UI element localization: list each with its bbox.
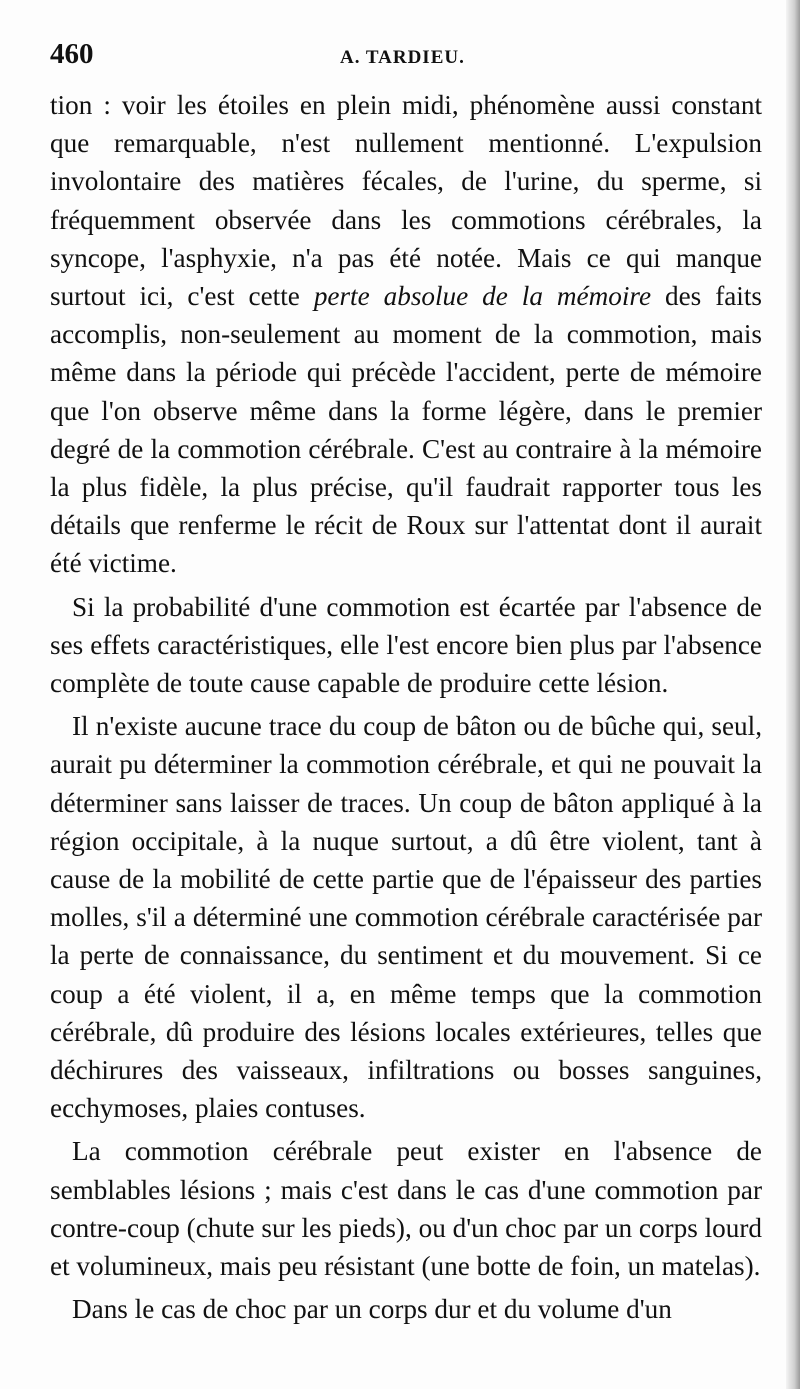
binding-shadow — [786, 0, 800, 1389]
running-head: A. TARDIEU. — [340, 47, 465, 68]
paragraph-4: La commotion cérébrale peut exister en l'absence de semblables lésions ; mais c'est dans le cas d'une commotion par contre-coup (chute sur les pieds), ou d'un choc par un corps lourd et volumineux, mais peu résistant (une botte de foin, un matelas). — [50, 1136, 762, 1282]
paragraph-2: Si la probabilité d'une commotion est écartée par l'absence de ses effets caractéristiques, elle l'est encore bien plus par l'absence complète de toute cause capable de produire cette lésion. — [50, 591, 762, 699]
paragraph-3: Il n'existe aucune trace du coup de bâton ou de bûche qui, seul, aurait pu déterminer la commotion cérébrale, et qui ne pouvait la déterminer sans laisser de traces. Un coup de bâton appliqué à la région occipitale, à la nuque surtout, a dû être violent, tant à cause de la mobilité de cette partie que de l'épaisseur des parties molles, s'il a déterminé une commotion cérébrale caractérisée par la perte de connaissance, du sentiment et du mouvement. Si ce coup a été violent, il a, en même temps que la commotion cérébrale, dû produire des lésions locales extérieures, telles que déchirures des vaisseaux, infiltrations ou bosses sanguines, ecchymoses, plaies contuses. — [50, 711, 762, 1124]
paragraph-1 — [50, 86, 762, 583]
paragraph-1-italic: perte absolue de la mémoire — [313, 281, 652, 312]
page-header — [50, 38, 760, 86]
body-text — [50, 86, 762, 1329]
page-number: 460 — [50, 38, 94, 70]
paragraph-5: Dans le cas de choc par un corps dur et du volume d'un — [72, 1294, 672, 1325]
paragraph-1-text-a: tion : voir les étoiles en plein midi, phénomène aussi constant que remarquable, n'est nullement mentionné. L'expulsion involontaire des matières fécales, de l'urine, du sperme, si fréquemment observée dans les commotions cérébrales, la syncope, l'asphyxie, n'a pas été notée. Mais ce qui manque surtout ici, c'est cette — [50, 90, 762, 312]
paragraph-1-text-b: des faits accomplis, non-seulement au moment de la commotion, mais même dans la période qui précède l'accident, perte de mémoire que l'on observe même dans la forme légère, dans le premier degré de la commotion cérébrale. C'est au contraire à la mémoire la plus fidèle, la plus précise, qu'il faudrait rapporter tous les détails que renferme le récit de Roux sur l'attentat dont il aurait été victime. — [50, 281, 762, 579]
